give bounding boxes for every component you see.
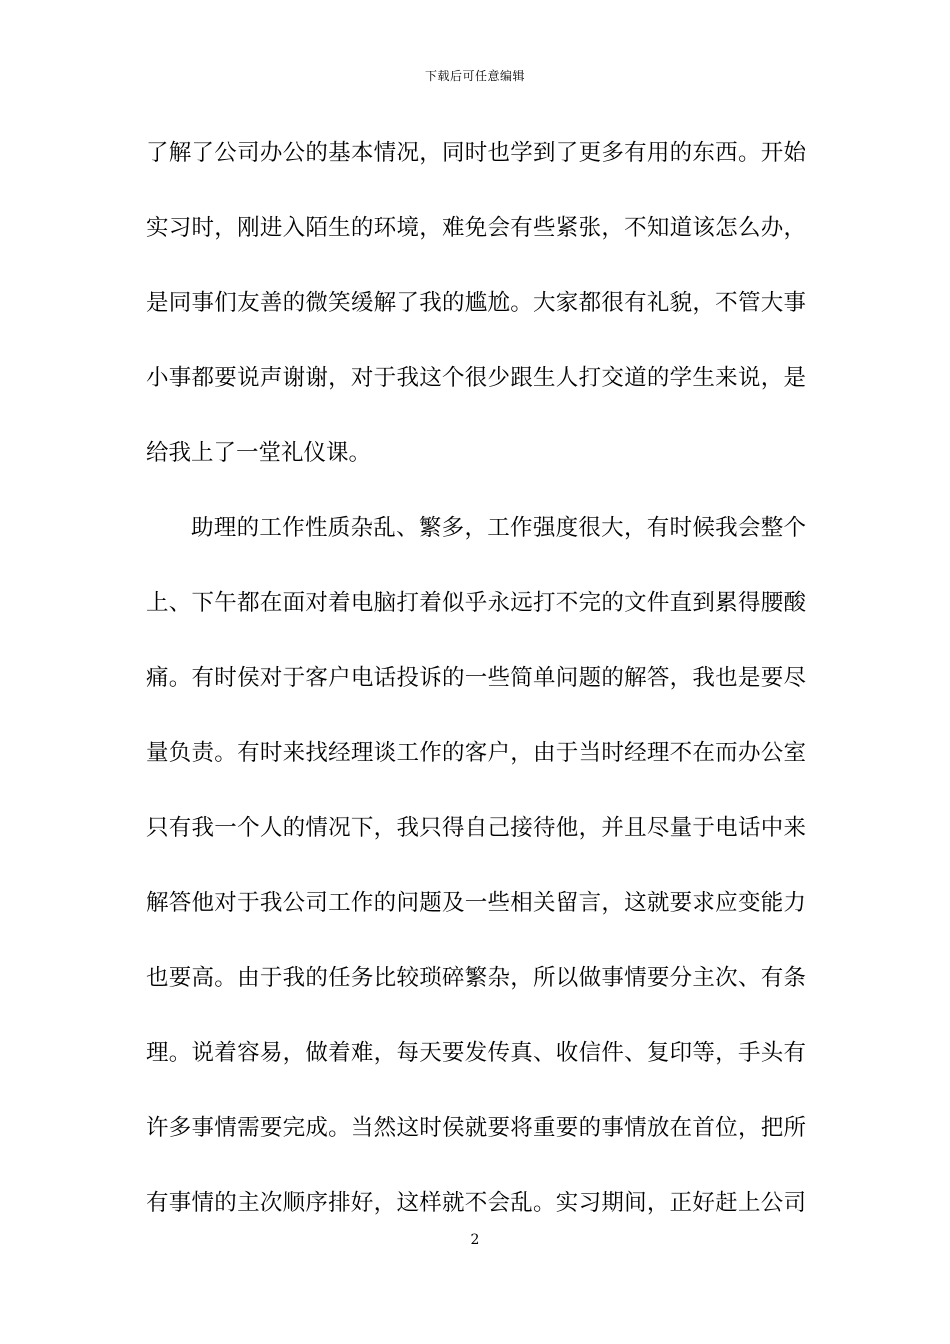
text-line: 是同事们友善的微笑缓解了我的尴尬。大家都很有礼貌，不管大事 [146, 290, 806, 316]
text-line: 实习时，刚进入陌生的环境，难免会有些紧张，不知道该怎么办， [146, 215, 806, 241]
text-line: 理。说着容易，做着难，每天要发传真、收信件、复印等，手头有 [146, 1040, 806, 1066]
text-line-paragraph-end: 给我上了一堂礼仪课。 [146, 440, 372, 466]
text-line: 只有我一个人的情况下，我只得自己接待他，并且尽量于电话中来 [146, 815, 806, 841]
text-line-paragraph-start: 助理的工作性质杂乱、繁多，工作强度很大，有时候我会整个 [191, 515, 806, 541]
text-line: 也要高。由于我的任务比较琐碎繁杂，所以做事情要分主次、有条 [146, 965, 806, 991]
text-line: 许多事情需要完成。当然这时侯就要将重要的事情放在首位，把所 [146, 1115, 806, 1141]
body-text [146, 131, 806, 1256]
text-line: 有事情的主次顺序排好，这样就不会乱。实习期间，正好赶上公司 [146, 1190, 806, 1216]
page-number: 2 [470, 1232, 480, 1248]
text-line: 解答他对于我公司工作的问题及一些相关留言，这就要求应变能力 [146, 890, 806, 916]
text-line: 了解了公司办公的基本情况，同时也学到了更多有用的东西。开始 [146, 140, 806, 166]
page-header: 下载后可任意编辑 [424, 69, 525, 83]
text-line: 小事都要说声谢谢，对于我这个很少跟生人打交道的学生来说，是 [146, 365, 806, 391]
text-line: 上、下午都在面对着电脑打着似乎永远打不完的文件直到累得腰酸 [146, 590, 806, 616]
text-line: 痛。有时侯对于客户电话投诉的一些简单问题的解答，我也是要尽 [146, 665, 806, 691]
text-line: 量负责。有时来找经理谈工作的客户，由于当时经理不在而办公室 [146, 740, 806, 766]
